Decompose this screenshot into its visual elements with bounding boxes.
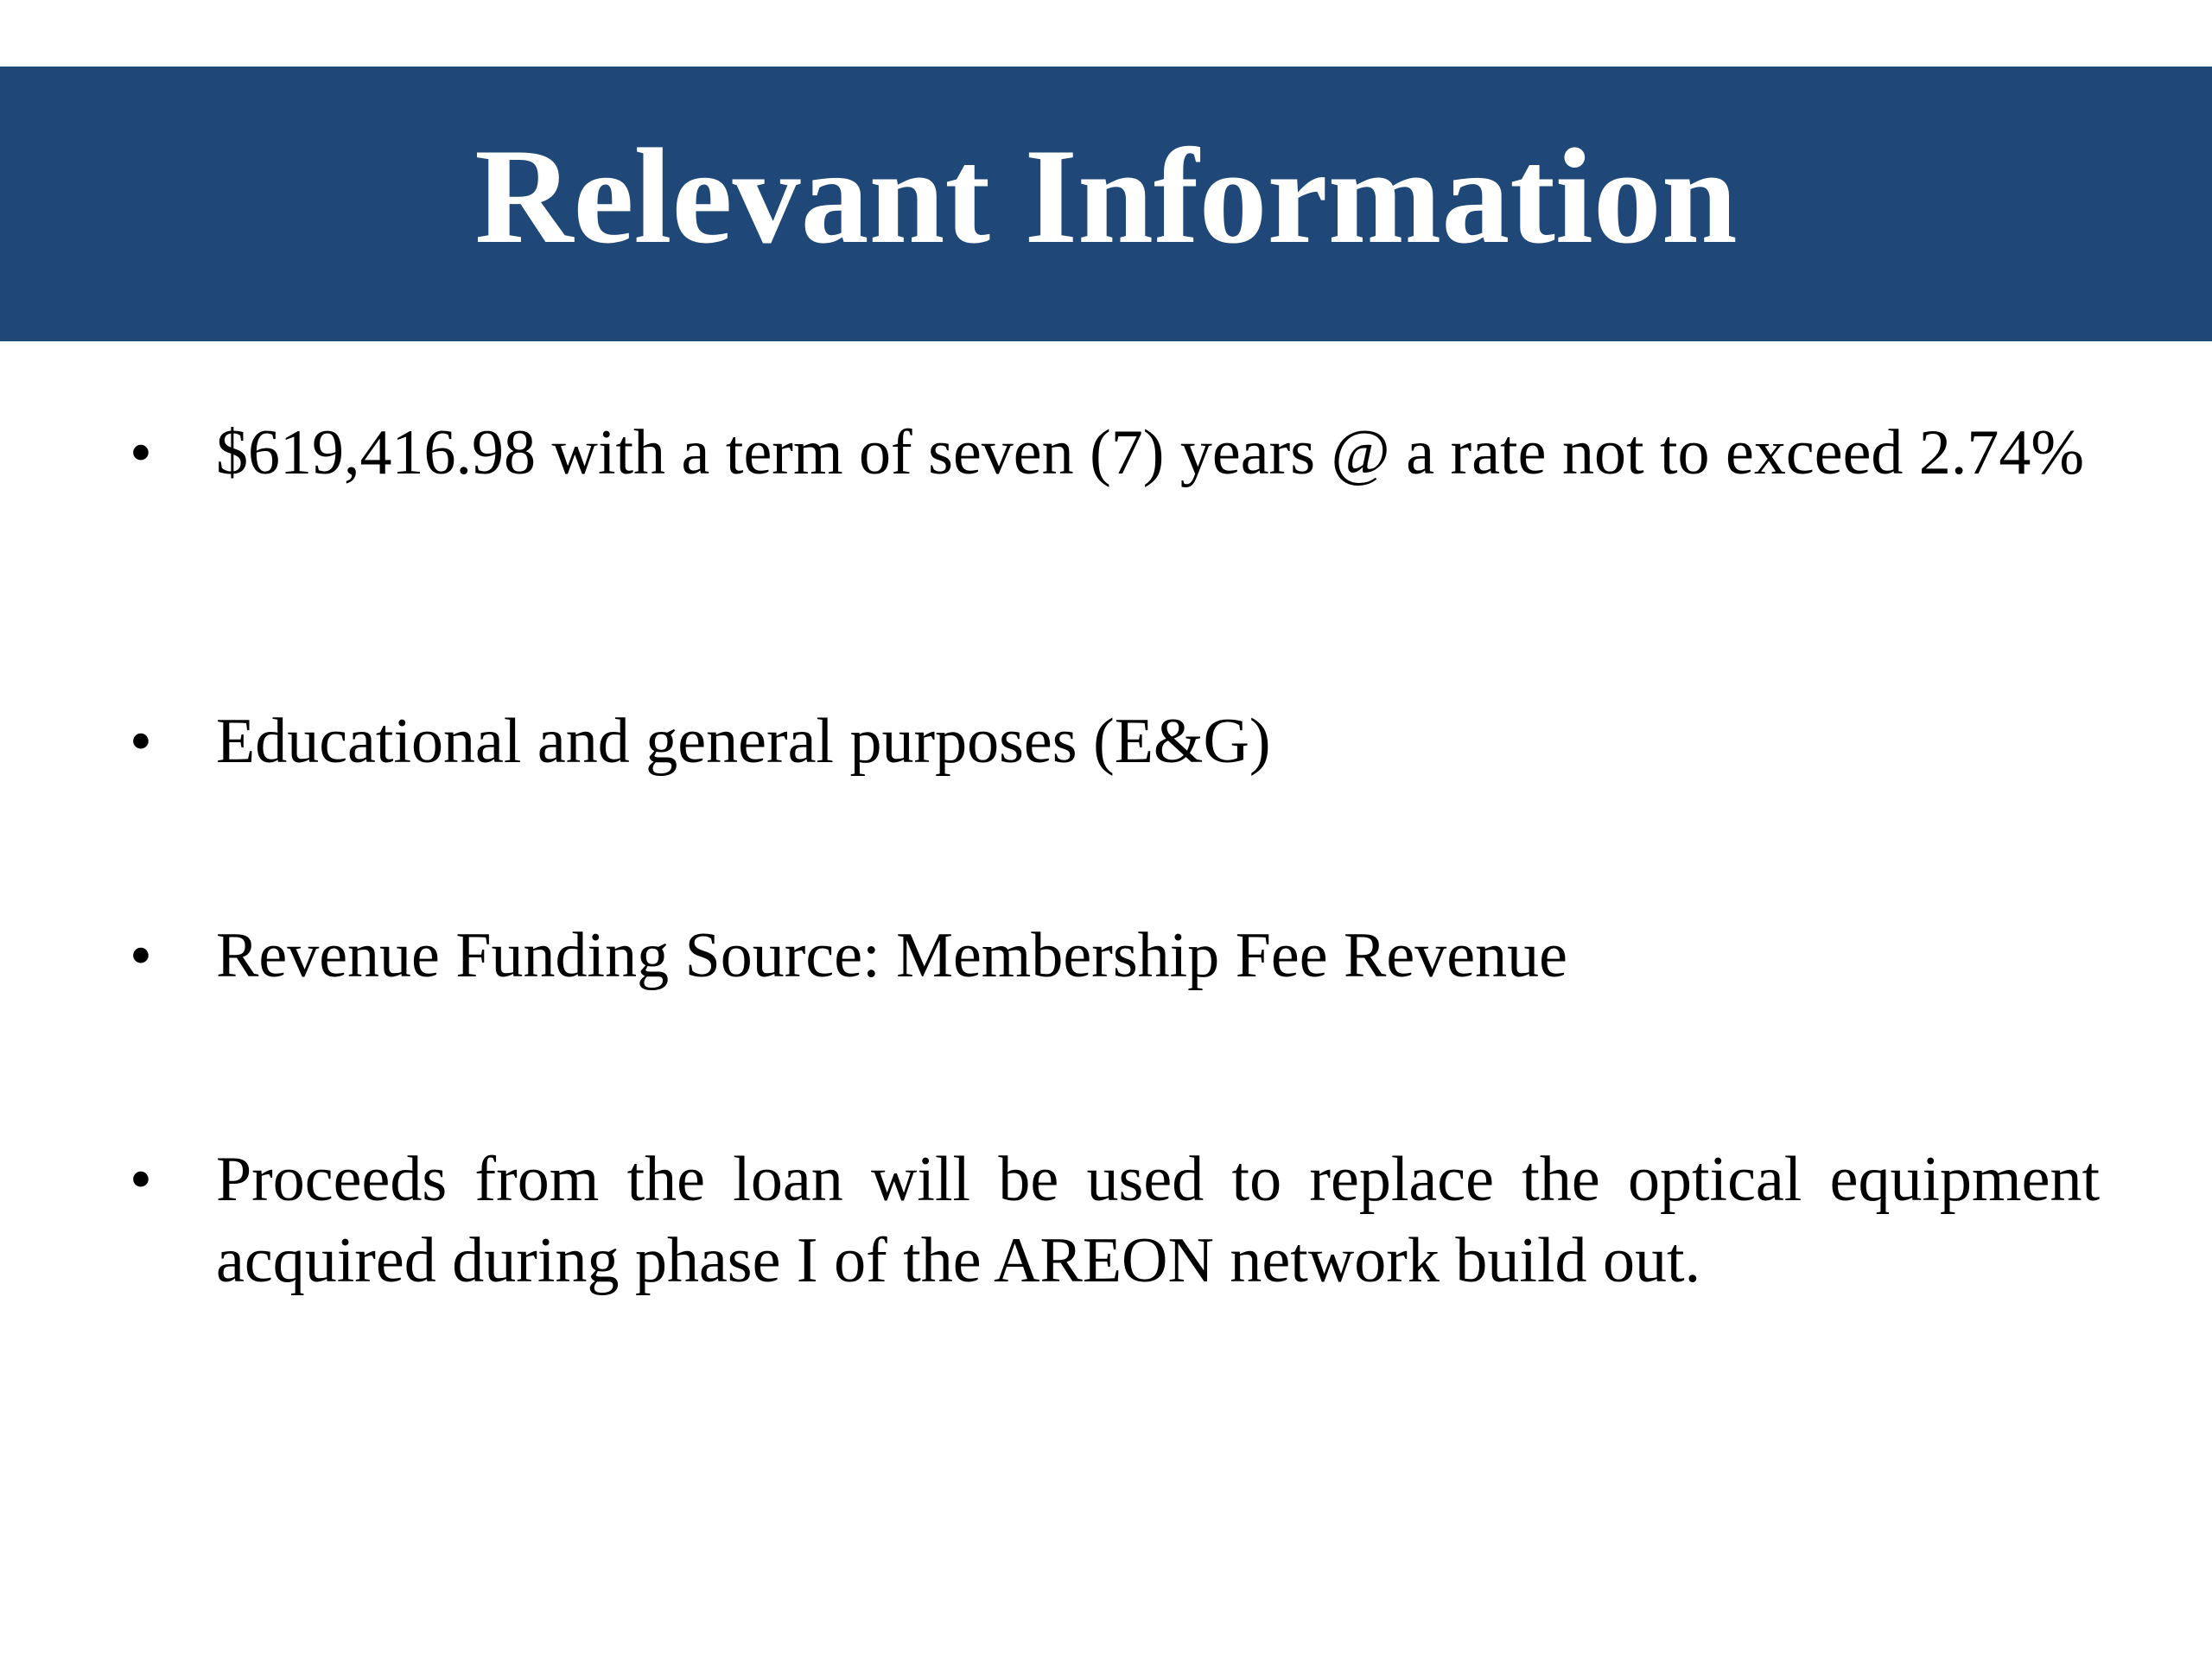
bullet-icon: • [130,1144,152,1215]
bullet-text: Educational and general purposes (E&G) [216,706,1271,777]
bullet-text: Revenue Funding Source: Membership Fee Revenue [216,920,1567,991]
bullet-text: Proceeds from the loan will be used to replace the optical equipment acquired during phase I of the AREON network build out. [216,1144,2100,1296]
bullet-item-loan-terms [130,413,2100,493]
bullet-item-proceeds [130,1139,2100,1301]
bullet-item-funding-source [130,916,2100,995]
bullet-icon: • [130,920,152,991]
bullet-icon: • [130,417,152,488]
bullet-icon: • [130,706,152,777]
bullet-text: $619,416.98 with a term of seven (7) years @ a rate not to exceed 2.74% [216,417,2085,488]
slide-title: Relevant Information [474,121,1738,272]
bullet-item-purpose [130,702,2100,781]
